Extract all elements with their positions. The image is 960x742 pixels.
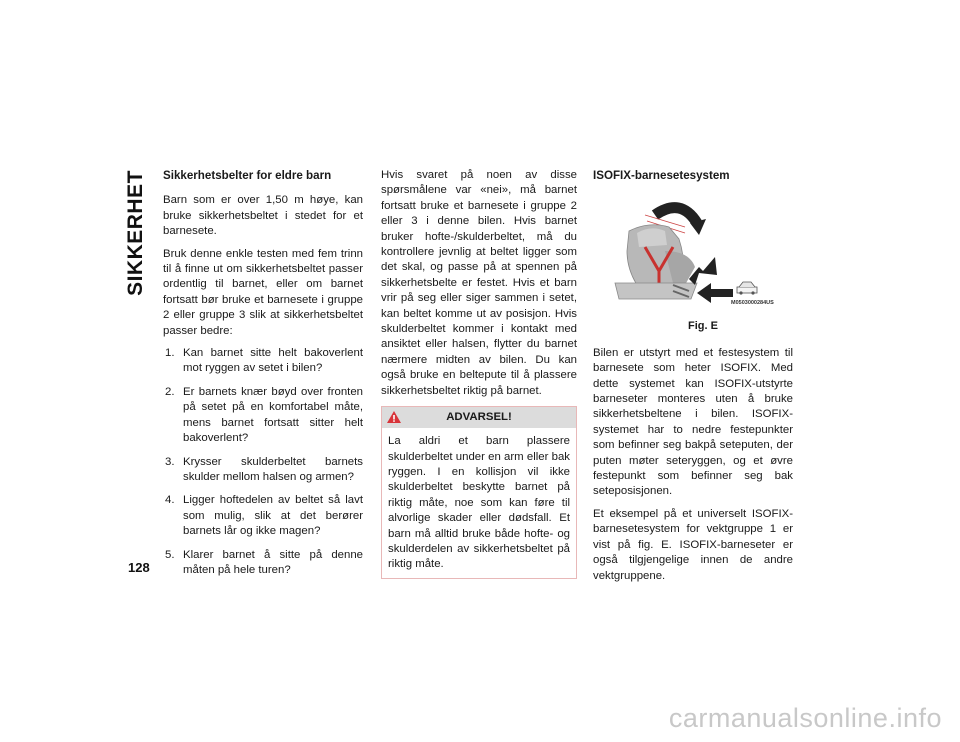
paragraph: Hvis svaret på noen av disse spørsmålene var «nei», må barnet fortsatt bruke et barnesete i gruppe 2 eller 3 i denne bilen. Hvis barnet bruker hofte-/skulderbeltet, må du kontrollere jevnlig at beltet ligger som det skal, og passe på at spennen på sikkerhetsbelte er festet. Hvis et barn vrir på seg eller siger sammen i setet, kan beltet komme ut av posisjon. Hvis skulderbeltet kommer i kontakt med ansiktet eller halsen, flytter du barnet nærmere midten av bilen. Du kan også bruke en beltepute til å plassere sikkerhetsbeltet riktig på barnet. — [381, 169, 577, 397]
page-number: 128 — [128, 560, 150, 575]
column-3 — [593, 168, 793, 591]
paragraph: Et eksempel på et universelt ISOFIX-barnesetesystem for vektgruppe 1 er vist på fig. E. ISOFIX-barneseter er også tilgjengelige innen de andre vektgruppene. — [593, 507, 793, 582]
list-item: 1. Kan barnet sitte helt bakoverlent mot ryggen av setet i bilen? — [165, 347, 363, 375]
figure-code: M0503000284US — [731, 300, 774, 307]
list-item: 2. Er barnets knær bøyd over fronten på setet på en komfortabel måte, mens barnet fortsatt sitter helt bakoverlent? — [165, 385, 363, 445]
figure-caption: Fig. E — [688, 320, 718, 333]
paragraph: Bilen er utstyrt med et festesystem til barnesete som heter ISOFIX. Med dette systemet kan ISOFIX-utstyrte barneseter monteres uten å bruke sikkerhetsbeltene i bilen. ISOFIX-systemet har to nedre festepunkter som befinner seg bakpå seteputen, der puten møter seteryggen, og et øvre festepunkt som befinner seg bak seteposisjonen. — [593, 346, 793, 498]
warning-title: ADVARSEL! — [446, 410, 512, 423]
section-tab — [118, 158, 154, 308]
column-2 — [381, 168, 577, 579]
paragraph: Barn som er over 1,50 m høye, kan bruke sikkerhetsbeltet i stedet for et barnesete. — [163, 194, 363, 238]
warning-text: La aldri et barn plassere skulderbeltet under en arm eller bak ryggen. I en kollisjon vil ikke skulderbeltet beskytte barnet på riktig måte, noe som kan føre til alvorlige skader eller dødsfall. Et barn må alltid bruke både hofte- og skulderdelen av sikkerhetsbeltet på riktig måte. — [388, 435, 570, 571]
test-steps-list — [163, 346, 363, 578]
section-tab-label: SIKKERHET — [124, 170, 148, 296]
isofix-figure — [593, 193, 793, 313]
list-item: 4. Ligger hoftedelen av beltet så lavt som mulig, slik at det berører barnets lår og ikke magen? — [165, 494, 363, 538]
paragraph: Bruk denne enkle testen med fem trinn til å finne ut om sikkerhetsbeltet passer ordentlig til barnet, eller om barnet fortsatt bør bruke et barnesete i gruppe 2 eller gruppe 3 slik at sikkerhetsbeltet passer bedre: — [163, 247, 363, 337]
column-1 — [163, 168, 363, 586]
list-item: 3. Krysser skulderbeltet barnets skulder mellom halsen og armen? — [165, 455, 363, 483]
warning-header — [382, 407, 576, 428]
watermark: carmanualsonline.info — [668, 703, 942, 733]
isofix-child-seat-illustration — [593, 193, 793, 313]
section-heading-isofix: ISOFIX-barnesetesystem — [593, 169, 730, 182]
warning-triangle-icon — [386, 410, 402, 424]
section-heading-older-children: Sikkerhetsbelter for eldre barn — [163, 169, 332, 182]
warning-box — [381, 406, 577, 579]
list-item: 5. Klarer barnet å sitte på denne måten på hele turen? — [165, 548, 363, 576]
